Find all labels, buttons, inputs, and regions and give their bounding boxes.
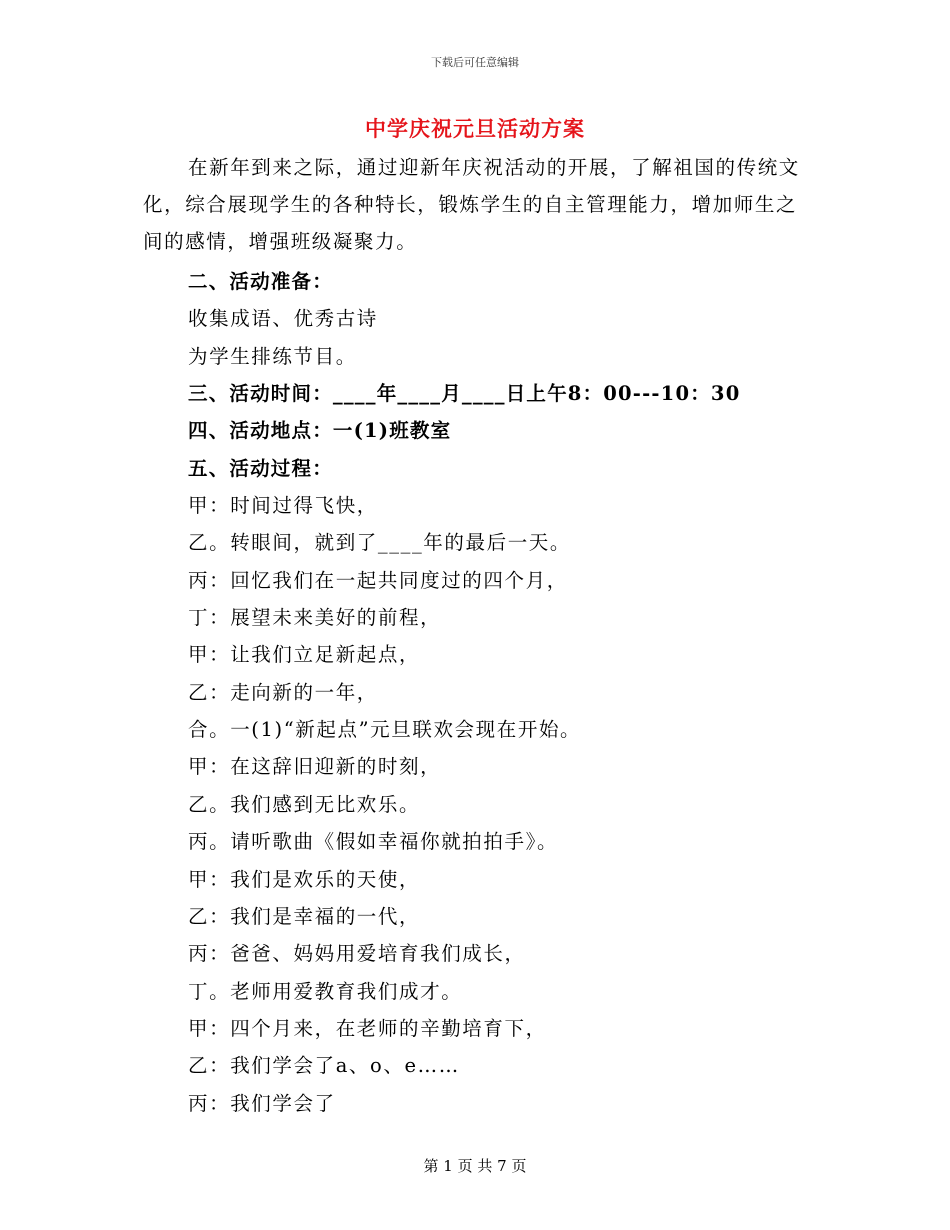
- body-line: 甲：四个月来，在老师的辛勤培育下，: [188, 1016, 547, 1040]
- body-line: 甲：让我们立足新起点，: [188, 643, 421, 667]
- body-line: 丙。请听歌曲《假如幸福你就拍拍手》。: [188, 830, 559, 854]
- document-body: [188, 263, 740, 1122]
- body-line: 三、活动时间：____年____月____日上午8：00---10：30: [188, 382, 741, 406]
- body-line: 合。一(1)“新起点”元旦联欢会现在开始。: [188, 718, 582, 742]
- body-line: 乙。我们感到无比欢乐。: [188, 792, 421, 816]
- body-line: 丙：我们学会了: [188, 1091, 336, 1115]
- body-line: 为学生排练节目。: [188, 344, 357, 368]
- body-line: 甲：在这辞旧迎新的时刻，: [188, 755, 442, 779]
- body-line: 乙：我们学会了a、o、e……: [188, 1054, 460, 1078]
- intro-paragraph: 在新年到来之际，通过迎新年庆祝活动的开展，了解祖国的传统文化，综合展现学生的各种特长，锻炼学生的自主管理能力，增加师生之间的感情，增强班级凝聚力。: [143, 156, 800, 253]
- body-line: 丙：爸爸、妈妈用爱培育我们成长，: [188, 942, 526, 966]
- body-line: 乙。转眼间，就到了____年的最后一天。: [188, 531, 572, 555]
- body-line: 四、活动地点：一(1)班教室: [188, 419, 452, 443]
- body-line: 乙：走向新的一年，: [188, 680, 378, 704]
- body-line: 乙：我们是幸福的一代，: [188, 904, 421, 928]
- header-note: 下载后可任意编辑: [431, 56, 519, 69]
- body-line: 甲：我们是欢乐的天使，: [188, 867, 421, 891]
- body-line: 丁。老师用爱教育我们成才。: [188, 979, 463, 1003]
- body-line: 五、活动过程：: [188, 456, 333, 480]
- body-line: 二、活动准备：: [188, 270, 333, 293]
- page-number-footer: 第 1 页 共 7 页: [423, 1157, 527, 1175]
- body-line: 收集成语、优秀古诗: [188, 307, 378, 331]
- document-title: 中学庆祝元旦活动方案: [365, 116, 585, 141]
- body-line: 丙：回忆我们在一起共同度过的四个月，: [188, 568, 568, 592]
- body-line: 丁：展望未来美好的前程，: [188, 606, 442, 630]
- body-line: 甲：时间过得飞快，: [188, 494, 378, 518]
